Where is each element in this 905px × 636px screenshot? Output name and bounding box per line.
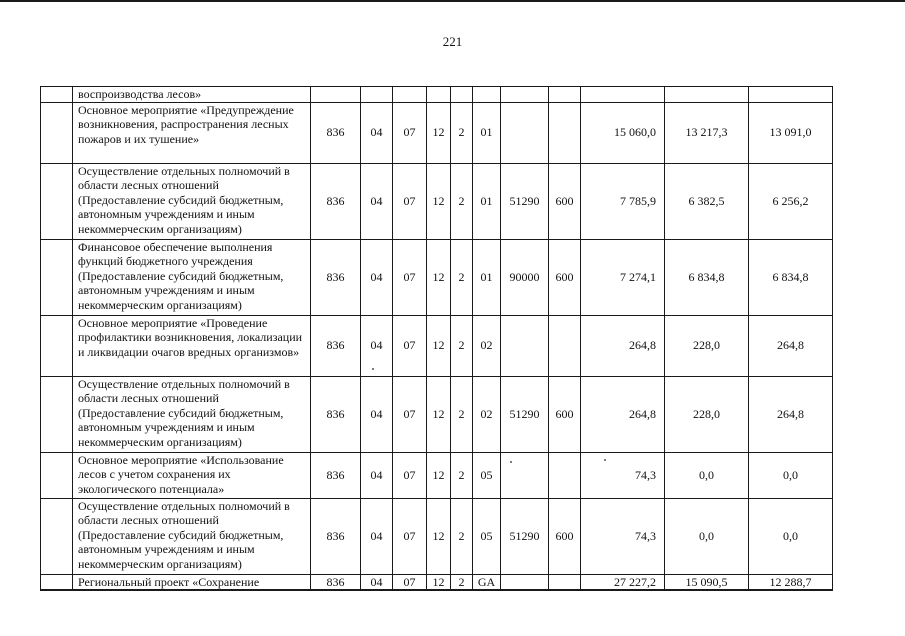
- row-marker-cell: [41, 574, 73, 590]
- row-marker-cell: [41, 452, 73, 498]
- cell-gp: 12: [427, 315, 451, 376]
- table-row: [41, 376, 833, 452]
- cell-pr: [393, 87, 427, 103]
- cell-y3: [749, 87, 833, 103]
- cell-y2: 228,0: [665, 315, 749, 376]
- cell-grbs: 836: [311, 452, 361, 498]
- cell-grbs: [311, 87, 361, 103]
- cell-gp: 12: [427, 498, 451, 574]
- cell-y2: 0,0: [665, 498, 749, 574]
- cell-cs: [501, 452, 549, 498]
- row-marker-cell: [41, 102, 73, 163]
- cell-gp: 12: [427, 239, 451, 315]
- cell-y3: 6 256,2: [749, 163, 833, 239]
- cell-cs: [501, 574, 549, 590]
- row-name: Осуществление отдельных полномочий в области лесных отношений (Предоставление субсидий бюджетным, автономным учреждениям и иным некоммерческим организациям): [73, 376, 311, 452]
- cell-cs: 51290: [501, 376, 549, 452]
- cell-rz: 04: [361, 315, 393, 376]
- cell-pgp: 2: [451, 376, 473, 452]
- cell-pgp: 2: [451, 574, 473, 590]
- cell-pr: 07: [393, 376, 427, 452]
- table-row: [41, 452, 833, 498]
- cell-om: 01: [473, 163, 501, 239]
- table-row: [41, 87, 833, 103]
- cell-gp: [427, 87, 451, 103]
- cell-pr: 07: [393, 102, 427, 163]
- cell-pgp: 2: [451, 102, 473, 163]
- cell-pgp: 2: [451, 163, 473, 239]
- row-name: воспроизводства лесов»: [73, 87, 311, 103]
- cell-rz: 04: [361, 376, 393, 452]
- cell-pgp: 2: [451, 498, 473, 574]
- table-row: [41, 574, 833, 590]
- cell-gp: 12: [427, 574, 451, 590]
- cell-y2: 6 382,5: [665, 163, 749, 239]
- page-top-edge: [0, 0, 905, 2]
- cell-rz: 04: [361, 102, 393, 163]
- cell-cs: 90000: [501, 239, 549, 315]
- cell-y2: 228,0: [665, 376, 749, 452]
- cell-om: 05: [473, 452, 501, 498]
- cell-y1: 74,3: [581, 498, 665, 574]
- cell-vr: 600: [549, 498, 581, 574]
- cell-y3: 6 834,8: [749, 239, 833, 315]
- cell-pr: 07: [393, 498, 427, 574]
- cell-vr: 600: [549, 163, 581, 239]
- cell-pgp: [451, 87, 473, 103]
- cell-pgp: 2: [451, 452, 473, 498]
- cell-om: 01: [473, 239, 501, 315]
- table-row: [41, 239, 833, 315]
- row-marker-cell: [41, 87, 73, 103]
- cell-pr: 07: [393, 452, 427, 498]
- table-row: [41, 315, 833, 376]
- row-name: Региональный проект «Сохранение: [73, 574, 311, 590]
- cell-grbs: 836: [311, 315, 361, 376]
- cell-om: [473, 87, 501, 103]
- cell-y1: 264,8: [581, 315, 665, 376]
- cell-cs: [501, 102, 549, 163]
- scan-speck: [372, 368, 374, 370]
- cell-y1: [581, 87, 665, 103]
- cell-pr: 07: [393, 315, 427, 376]
- cell-grbs: 836: [311, 574, 361, 590]
- cell-y2: 13 217,3: [665, 102, 749, 163]
- table-row: [41, 102, 833, 163]
- cell-vr: [549, 574, 581, 590]
- cell-om: 05: [473, 498, 501, 574]
- cell-y3: 0,0: [749, 498, 833, 574]
- row-name: Осуществление отдельных полномочий в области лесных отношений (Предоставление субсидий бюджетным, автономным учреждениям и иным некоммерческим организациям): [73, 163, 311, 239]
- cell-gp: 12: [427, 452, 451, 498]
- cell-rz: 04: [361, 163, 393, 239]
- cell-om: 01: [473, 102, 501, 163]
- cell-om: 02: [473, 315, 501, 376]
- cell-cs: [501, 315, 549, 376]
- row-name: Основное мероприятие «Предупреждение возникновения, распространения лесных пожаров и их тушение»: [73, 102, 311, 163]
- row-marker-cell: [41, 376, 73, 452]
- cell-gp: 12: [427, 376, 451, 452]
- row-marker-cell: [41, 315, 73, 376]
- row-marker-cell: [41, 239, 73, 315]
- cell-y3: 264,8: [749, 376, 833, 452]
- cell-y2: 15 090,5: [665, 574, 749, 590]
- cell-y3: 12 288,7: [749, 574, 833, 590]
- page-number: 221: [442, 34, 463, 49]
- cell-y3: 264,8: [749, 315, 833, 376]
- cell-grbs: 836: [311, 498, 361, 574]
- cell-om: GA: [473, 574, 501, 590]
- cell-vr: [549, 315, 581, 376]
- cell-vr: [549, 87, 581, 103]
- cell-y1: 15 060,0: [581, 102, 665, 163]
- cell-y3: 0,0: [749, 452, 833, 498]
- cell-y1: 7 785,9: [581, 163, 665, 239]
- cell-gp: 12: [427, 102, 451, 163]
- cell-vr: 600: [549, 376, 581, 452]
- cell-rz: 04: [361, 452, 393, 498]
- row-name: Основное мероприятие «Проведение профилактики возникновения, локализации и ликвидации очагов вредных организмов»: [73, 315, 311, 376]
- row-marker-cell: [41, 163, 73, 239]
- cell-pgp: 2: [451, 239, 473, 315]
- scan-speck: [604, 459, 606, 461]
- table-row: [41, 163, 833, 239]
- cell-y1: 264,8: [581, 376, 665, 452]
- cell-grbs: 836: [311, 102, 361, 163]
- cell-pr: 07: [393, 574, 427, 590]
- cell-y2: [665, 87, 749, 103]
- cell-grbs: 836: [311, 163, 361, 239]
- cell-vr: 600: [549, 239, 581, 315]
- cell-grbs: 836: [311, 376, 361, 452]
- cell-pr: 07: [393, 239, 427, 315]
- table-row: [41, 498, 833, 574]
- cell-gp: 12: [427, 163, 451, 239]
- cell-pgp: 2: [451, 315, 473, 376]
- row-name: Финансовое обеспечение выполнения функций бюджетного учреждения (Предоставление субсидий бюджетным, автономным учреждениям и иным некоммерческим организациям): [73, 239, 311, 315]
- row-name: Основное мероприятие «Использование лесов с учетом сохранения их экологического потенциала»: [73, 452, 311, 498]
- cell-om: 02: [473, 376, 501, 452]
- cell-rz: 04: [361, 574, 393, 590]
- cell-y2: 0,0: [665, 452, 749, 498]
- cell-vr: [549, 102, 581, 163]
- cell-grbs: 836: [311, 239, 361, 315]
- cell-vr: [549, 452, 581, 498]
- cell-cs: 51290: [501, 163, 549, 239]
- cell-y1: 74,3: [581, 452, 665, 498]
- cell-y2: 6 834,8: [665, 239, 749, 315]
- budget-table: [40, 86, 833, 591]
- cell-rz: 04: [361, 239, 393, 315]
- row-name: Осуществление отдельных полномочий в области лесных отношений (Предоставление субсидий бюджетным, автономным учреждениям и иным некоммерческим организациям): [73, 498, 311, 574]
- cell-rz: 04: [361, 498, 393, 574]
- cell-y1: 27 227,2: [581, 574, 665, 590]
- cell-pr: 07: [393, 163, 427, 239]
- row-marker-cell: [41, 498, 73, 574]
- cell-y1: 7 274,1: [581, 239, 665, 315]
- cell-rz: [361, 87, 393, 103]
- cell-cs: 51290: [501, 498, 549, 574]
- scan-speck: [510, 461, 512, 463]
- cell-y3: 13 091,0: [749, 102, 833, 163]
- cell-cs: [501, 87, 549, 103]
